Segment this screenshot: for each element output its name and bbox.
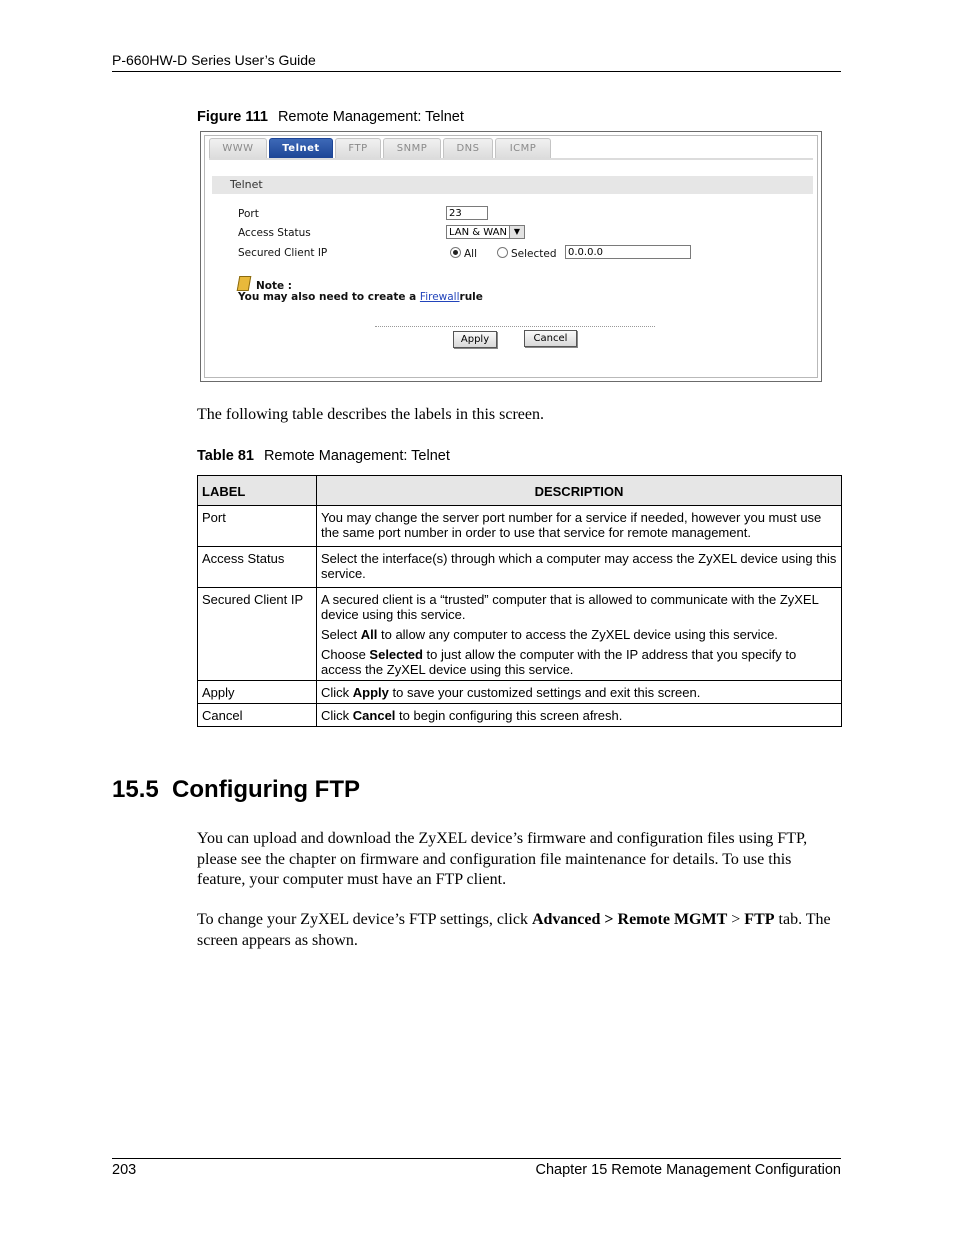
para2-menu-path: Advanced > Remote MGMT xyxy=(531,911,728,928)
port-label: Port xyxy=(238,208,259,220)
tab-icmp[interactable]: ICMP xyxy=(495,138,551,158)
page-number: 203 xyxy=(112,1162,137,1178)
description-paragraph: Click Cancel to begin configuring this screen afresh. xyxy=(321,708,623,723)
telnet-screenshot xyxy=(200,131,822,382)
table-label: Table 81 xyxy=(197,448,254,464)
para2-separator: > xyxy=(727,911,745,928)
row-description xyxy=(317,588,842,681)
row-description xyxy=(317,681,842,704)
access-status-select[interactable] xyxy=(446,225,525,239)
access-status-value: LAN & WAN xyxy=(449,227,507,238)
para2-suffix: tab. The screen appears as shown. xyxy=(197,911,831,949)
port-input[interactable]: 23 xyxy=(446,206,488,220)
table-row xyxy=(198,588,842,681)
description-table xyxy=(197,475,842,727)
note-text-prefix: You may also need to create a xyxy=(238,291,420,303)
table-row xyxy=(198,704,842,727)
radio-selected-button[interactable] xyxy=(497,247,508,258)
tab-ftp[interactable]: FTP xyxy=(335,138,381,158)
column-header-description: DESCRIPTION xyxy=(317,476,842,506)
firewall-link[interactable]: Firewall xyxy=(419,291,460,303)
figure-caption xyxy=(197,109,464,125)
description-paragraph: A secured client is a “trusted” computer that is allowed to communicate with the ZyXEL device using this service. xyxy=(321,592,819,622)
note-title: Note : xyxy=(256,280,292,292)
row-label: Access Status xyxy=(198,547,317,588)
row-description xyxy=(317,704,842,727)
table-title: Remote Management: Telnet xyxy=(263,448,450,464)
footer-rule xyxy=(112,1158,841,1159)
apply-button[interactable]: Apply xyxy=(453,331,497,348)
figure-title: Remote Management: Telnet xyxy=(277,109,464,125)
chapter-title: Chapter 15 Remote Management Configuration xyxy=(535,1162,841,1178)
para2-prefix: To change your ZyXEL device’s FTP settings, click xyxy=(197,911,532,928)
table-row xyxy=(198,506,842,547)
row-label: Apply xyxy=(198,681,317,704)
section-heading: 15.5 Configuring FTP xyxy=(112,776,361,803)
row-label: Secured Client IP xyxy=(198,588,317,681)
note-text-suffix: rule xyxy=(459,291,483,303)
column-header-label: LABEL xyxy=(198,476,317,506)
tab-underline xyxy=(209,158,813,160)
tab-www[interactable]: WWW xyxy=(209,138,267,158)
para2-tab-name: FTP xyxy=(744,911,775,928)
table-row xyxy=(198,681,842,704)
description-paragraph: Choose Selected to just allow the computer with the IP address that you specify to access the ZyXEL device using this service. xyxy=(321,647,797,677)
access-status-label: Access Status xyxy=(238,227,311,239)
telnet-panel xyxy=(204,135,818,378)
figure-label: Figure 111 xyxy=(197,109,268,125)
row-description xyxy=(317,547,842,588)
header-rule xyxy=(112,71,841,72)
tab-dns[interactable]: DNS xyxy=(443,138,493,158)
table-header-row xyxy=(198,476,842,506)
chevron-down-icon[interactable]: ▼ xyxy=(509,226,524,238)
tab-strip xyxy=(209,138,551,158)
note-heading xyxy=(238,276,292,292)
description-paragraph: You may change the server port number for a service if needed, however you must use the same port number in order to use that service for remote management. xyxy=(321,510,822,540)
running-header-title: P-660HW-D Series User’s Guide xyxy=(112,52,316,68)
row-description xyxy=(317,506,842,547)
table-caption xyxy=(197,448,450,464)
section-title-bar: Telnet xyxy=(212,176,813,194)
section-paragraph-1: You can upload and download the ZyXEL device’s firmware and configuration files using FTP, please see the chapter on firmware and configuration file maintenance for details. To use this feature, your computer must have an FTP client. xyxy=(197,830,808,888)
secured-ip-input[interactable]: 0.0.0.0 xyxy=(565,245,691,259)
description-paragraph: Select All to allow any computer to access the ZyXEL device using this service. xyxy=(321,627,778,642)
section-paragraph-2 xyxy=(197,910,842,951)
table-row xyxy=(198,547,842,588)
note-text xyxy=(238,291,483,303)
radio-selected-label: Selected xyxy=(511,248,557,260)
radio-all-option[interactable] xyxy=(450,247,477,260)
tab-telnet[interactable]: Telnet xyxy=(269,138,333,158)
divider xyxy=(375,326,655,327)
radio-selected-option[interactable] xyxy=(497,247,557,260)
intro-text: The following table describes the labels in this screen. xyxy=(197,406,545,423)
description-paragraph: Click Apply to save your customized settings and exit this screen. xyxy=(321,685,701,700)
secured-client-ip-label: Secured Client IP xyxy=(238,247,328,259)
cancel-button[interactable]: Cancel xyxy=(524,330,577,347)
note-icon xyxy=(237,276,252,291)
radio-all-button[interactable] xyxy=(450,247,461,258)
row-label: Port xyxy=(198,506,317,547)
description-paragraph: Select the interface(s) through which a computer may access the ZyXEL device using this service. xyxy=(321,551,837,581)
tab-snmp[interactable]: SNMP xyxy=(383,138,441,158)
row-label: Cancel xyxy=(198,704,317,727)
radio-all-label: All xyxy=(464,248,478,260)
